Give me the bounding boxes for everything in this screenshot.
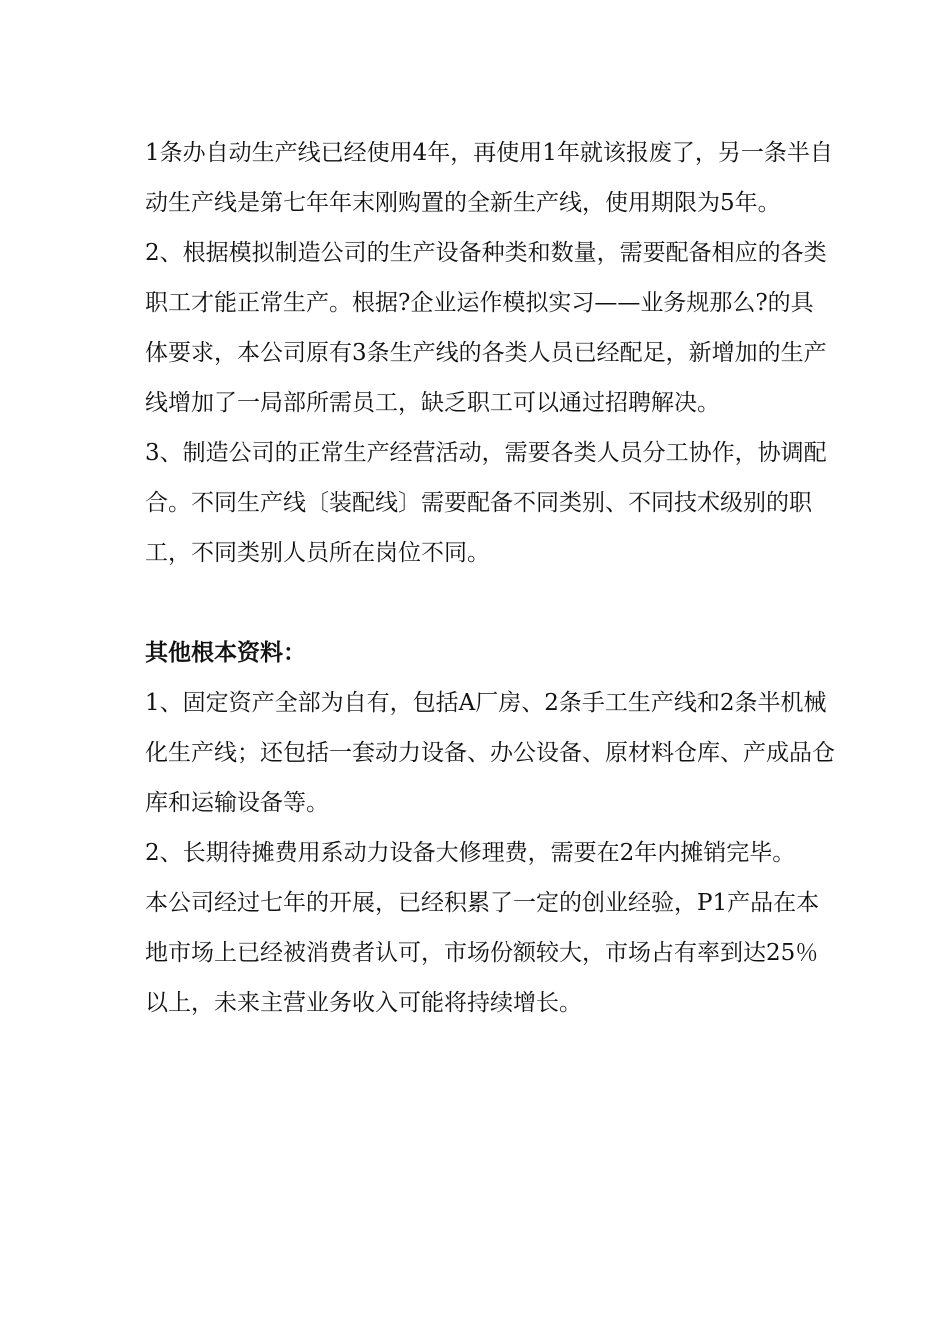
paragraph-company-history: 本公司经过七年的开展，已经积累了一定的创业经验，P1产品在本地市场上已经被消费者认可，市场份额较大，市场占有率到达25％以上，未来主营业务收入可能将持续增长。: [145, 890, 820, 1016]
paragraph-deferred-expenses: 2、长期待摊费用系动力设备大修理费，需要在2年内摊销完毕。: [145, 840, 796, 866]
document-body: [145, 128, 835, 1028]
paragraph-cooperation: 3、制造公司的正常生产经营活动，需要各类人员分工协作，协调配合。不同生产线〔装配线〕需要配备不同类别、不同技术级别的职工，不同类别人员所在岗位不同。: [145, 440, 827, 566]
section-heading: 其他根本资料：: [145, 639, 306, 666]
blank-line: [145, 578, 835, 628]
paragraph-fixed-assets: 1、固定资产全部为自有，包括A厂房、2条手工生产线和2条半机械化生产线；还包括一套动力设备、办公设备、原材料仓库、产成品仓库和运输设备等。: [145, 690, 835, 816]
paragraph-production-lines: 1条办自动生产线已经使用4年，再使用1年就该报废了，另一条半自动生产线是第七年年末刚购置的全新生产线，使用期限为5年。: [145, 140, 833, 216]
paragraph-staffing: 2、根据模拟制造公司的生产设备种类和数量，需要配备相应的各类职工才能正常生产。根据?企业运作模拟实习——业务规那么?的具体要求，本公司原有3条生产线的各类人员已经配足，新增加的生产线增加了一局部所需员工，缺乏职工可以通过招聘解决。: [145, 240, 827, 416]
